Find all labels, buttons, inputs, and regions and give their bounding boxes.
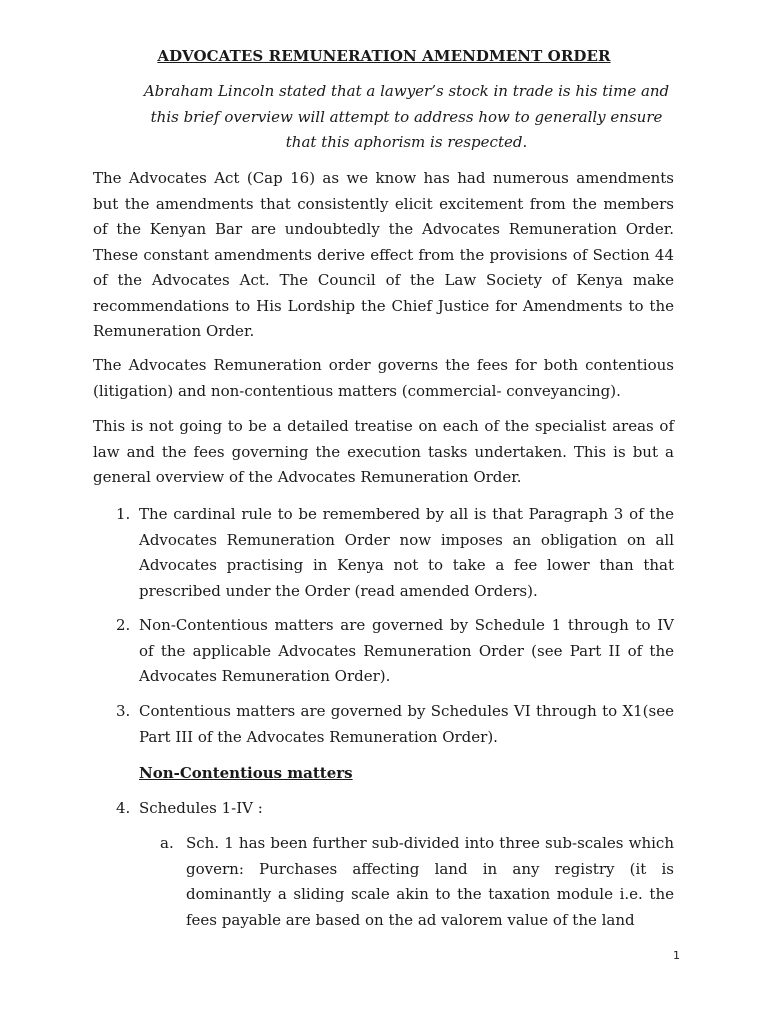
page-number: 1 (673, 949, 680, 962)
sub-list-item-text: Sch. 1 has been further sub-divided into three sub-scales which govern: Purchases affecting land in any registry (it is dominantly a sliding scale akin to the taxation module i.e. the fees payable are based on the ad valorem value of the land (186, 834, 674, 929)
document-title: ADVOCATES REMUNERATION AMENDMENT ORDER (157, 47, 611, 65)
sub-list-item-label: a. (160, 834, 174, 852)
list-item-number: 1. (116, 505, 131, 523)
list-item-text: Non-Contentious matters are governed by Schedule 1 through to IV of the applicable Advocates Remuneration Order (see Part II of the Advocates Remuneration Order). (139, 616, 674, 685)
list-item-text: Schedules 1-IV : (139, 799, 263, 817)
list-item-text: The cardinal rule to be remembered by all is that Paragraph 3 of the Advocates Remuneration Order now imposes an obligation on all Advocates practising in Kenya not to take a fee lower than that prescribed under the Order (read amended Orders). (139, 505, 674, 600)
list-item-number: 4. (116, 799, 131, 817)
paragraph-remuneration-order-scope: The Advocates Remuneration order governs the fees for both contentious (litigation) and non-contentious matters (commercial- conveyancing). (93, 356, 674, 400)
list-item-number: 3. (116, 702, 131, 720)
list-item-number: 2. (116, 616, 131, 634)
paragraph-overview-note: This is not going to be a detailed treatise on each of the specialist areas of law and the fees governing the execution tasks undertaken. This is but a general overview of the Advocates Remuneration Order. (93, 417, 674, 486)
list-item-text: Contentious matters are governed by Schedules VI through to X1(see Part III of the Advocates Remuneration Order). (139, 702, 674, 746)
section-heading-non-contentious: Non-Contentious matters (139, 764, 353, 782)
epigraph-quote: Abraham Lincoln stated that a lawyer’s stock in trade is his time and this brief overview will attempt to address how to generally ensure that this aphorism is respected. (143, 82, 670, 151)
paragraph-advocates-act: The Advocates Act (Cap 16) as we know has had numerous amendments but the amendments that consistently elicit excitement from the members of the Kenyan Bar are undoubtedly the Advocates Remuneration Order. These constant amendments derive effect from the provisions of Section 44 of the Advocates Act. The Council of the Law Society of Kenya make recommendations to His Lordship the Chief Justice for Amendments to the Remuneration Order. (93, 169, 674, 340)
